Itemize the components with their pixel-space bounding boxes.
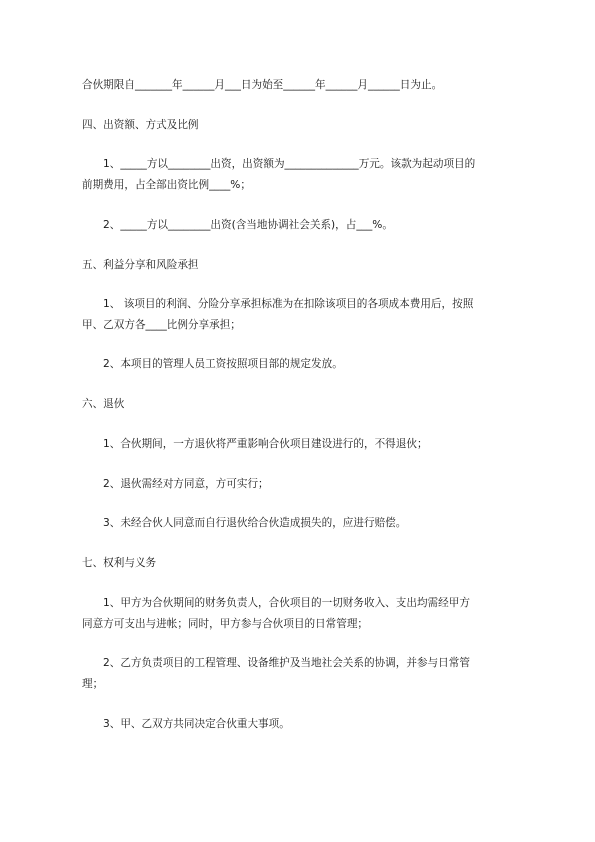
capital-clause-2: 2、_____方以________出资(含当地协调社会关系)，占___%。 [103, 219, 393, 231]
rights-clause-3: 3、甲、乙双方共同决定合伙重大事项。 [103, 718, 290, 730]
withdrawal-clause-2: 2、退伙需经对方同意，方可实行； [103, 478, 269, 490]
rights-clause-2-continued: 理； [82, 678, 104, 690]
profit-clause-1: 1、 该项目的利润、分险分享承担标准为在扣除该项目的各项成本费用后，按照 [103, 298, 474, 310]
section-heading-withdrawal: 六、退伙 [82, 398, 125, 410]
capital-clause-1-continued: 前期费用，占全部出资比例____%； [82, 179, 251, 191]
capital-clause-1: 1、_____方以________出资，出资额为______________万元。该款为起动项目的 [103, 158, 476, 170]
withdrawal-clause-3: 3、未经合伙人同意而自行退伙给合伙造成损失的，应进行赔偿。 [103, 517, 407, 529]
rights-clause-1-continued: 同意方可支出与进帐；同时，甲方参与合伙项目的日常管理； [82, 618, 369, 630]
rights-clause-1: 1、甲方为合伙期间的财务负责人，合伙项目的一切财务收入、支出均需经甲方 [103, 597, 470, 609]
section-heading-capital: 四、出资额、方式及比例 [82, 119, 199, 131]
rights-clause-2: 2、乙方负责项目的工程管理、设备维护及当地社会关系的协调，并参与日常管 [103, 657, 470, 669]
withdrawal-clause-1: 1、合伙期间，一方退伙将严重影响合伙项目建设进行的，不得退伙； [103, 438, 428, 450]
partnership-term-line: 合伙期限自_______年______月___日为始至______年______月______日为止。 [82, 79, 443, 91]
profit-clause-1-continued: 甲、乙双方各____比例分享承担； [82, 319, 241, 331]
profit-clause-2: 2、本项目的管理人员工资按照项目部的规定发放。 [103, 358, 343, 370]
section-heading-profit-risk: 五、利益分享和风险承担 [82, 259, 199, 271]
section-heading-rights-duties: 七、权利与义务 [82, 557, 157, 569]
